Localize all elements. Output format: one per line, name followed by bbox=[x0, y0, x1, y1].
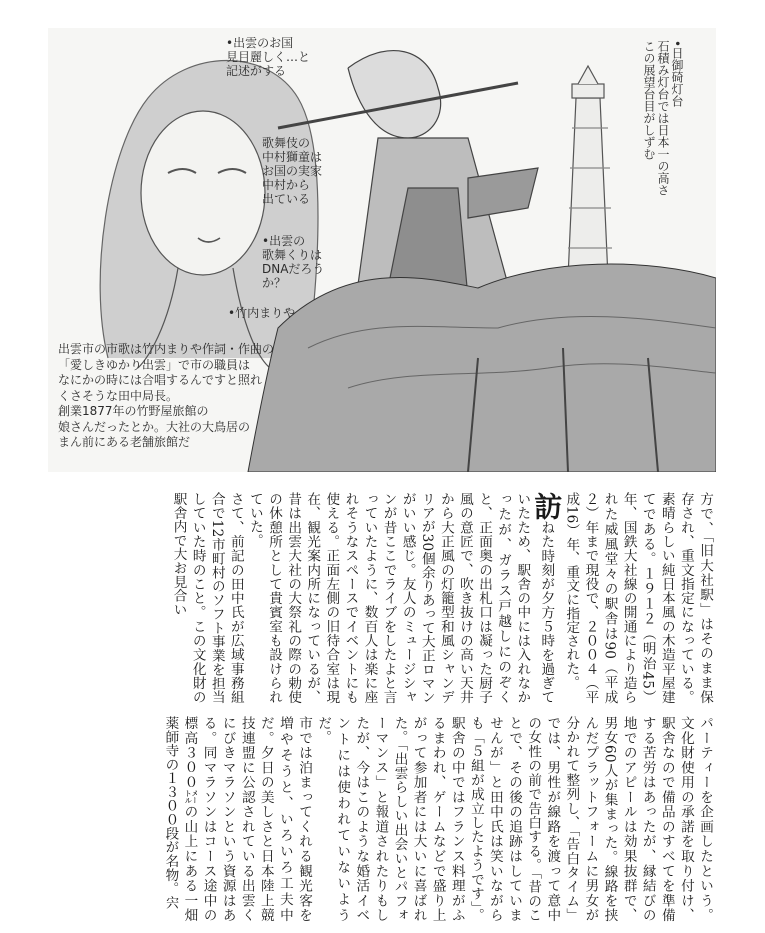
article-upper-block bbox=[58, 492, 714, 704]
pine-trees-drawing bbox=[248, 264, 716, 472]
lighthouse-drawing bbox=[568, 66, 612, 278]
illustration bbox=[48, 28, 716, 472]
lighthouse-caption: •日御碕灯台 石積み灯台では日本一の高さ この展望台目がしずむ bbox=[642, 40, 684, 196]
article-paragraph: 市では泊まってくれる観光客を増やそうと、いろいろ工夫中だ。夕日の美しさと日本陸上競技連盟に公認されている出雲くにびきマラソンという資源はある。同マラソンはコース途中の標高３００㍍の山上にある一畑薬師寺の１３００段が名物。宍 bbox=[162, 716, 313, 922]
portrait-name-caption: •竹内まりや bbox=[228, 306, 296, 320]
article-paragraph: パーティーを企画したという。文化財使用の承諾を取り付け、駅舎なので備品のすべてを準備する苦労はあったが、縁結びの地でのアピールは効果抜群で、男女60人が集まった。線路を挟んだプラットフォームに男女が分かれて整列し、「告白タイム」では、男性が線路を渡って意中の女性の前で告白する。「昔のことで、その後の追跡はしていませんが」と田中氏は笑いながらも「５組が成立したようです」。駅舎の中ではフランス料理がふるまわれ、ゲームなどで盛り上がって参加者には大いに喜ばれた。「出雲らしい出会いとパフォーマンス」と報道されたりもしたが、今はこのような婚活イベントには使われていないようだ。 bbox=[315, 716, 713, 922]
article-paragraph: 訪ねた時刻が夕方５時を過ぎていたため、駅舎の中には入れなかったが、ガラス戸越しにのぞくと、正面奥の出札口は凝った厨子風の意匠で、吹き抜けの高い天井から大正風の灯籠型和風シャンデリアが30個余りあって大正ロマンがいい感じ。友人のミュージシャンが昔ここでライブをしたよと言っていたように、数百人は楽に座れそうなスペースでイベントにも使える。正面左側の旧待合室は現在、観光案内所になっているが、昔は出雲大社の大祭礼の際の勅使の休憩所として貴賓室も設けられていた。 bbox=[246, 492, 564, 704]
bottom-caption: 出雲市の市歌は竹内まりや作詞・作曲の 「愛しきゆかり出雲」で市の職員は なにかの時には合唱するんですと照れ くさそうな田中局長。 創業1877年の竹野屋旅館の 娘さんだったとか。大社の大鳥居の まん前にある老舗旅館だ bbox=[58, 342, 275, 449]
izumo-okuni-caption: •出雲のお国 見目麗しく…と 記述がする bbox=[226, 36, 311, 78]
article-paragraph: 方で、「旧大社駅」はそのまま保存され、重文指定になっている。素晴らしい純日本風の木造平屋建てである。１９１２（明治45）年、国鉄大社線の開通により造られた威風堂々の駅舎は90（平成２）年まで現役で、２００４（平成16）年、重文に指定された。 bbox=[563, 492, 713, 704]
article-paragraph: さて、前記の田中氏が広域事務組合で12市町村のソフト事業を担当していた時のこと。この文化財の駅舎内で大お見合い bbox=[170, 492, 244, 704]
dna-caption: •出雲の 歌舞くりは DNAだろう か？ bbox=[262, 234, 325, 290]
dropcap: 訪 bbox=[530, 492, 564, 521]
article-lower-block bbox=[58, 716, 714, 922]
kabuki-caption: 歌舞伎の 中村獅童は お国の実家 中村から 出ている bbox=[262, 136, 323, 206]
